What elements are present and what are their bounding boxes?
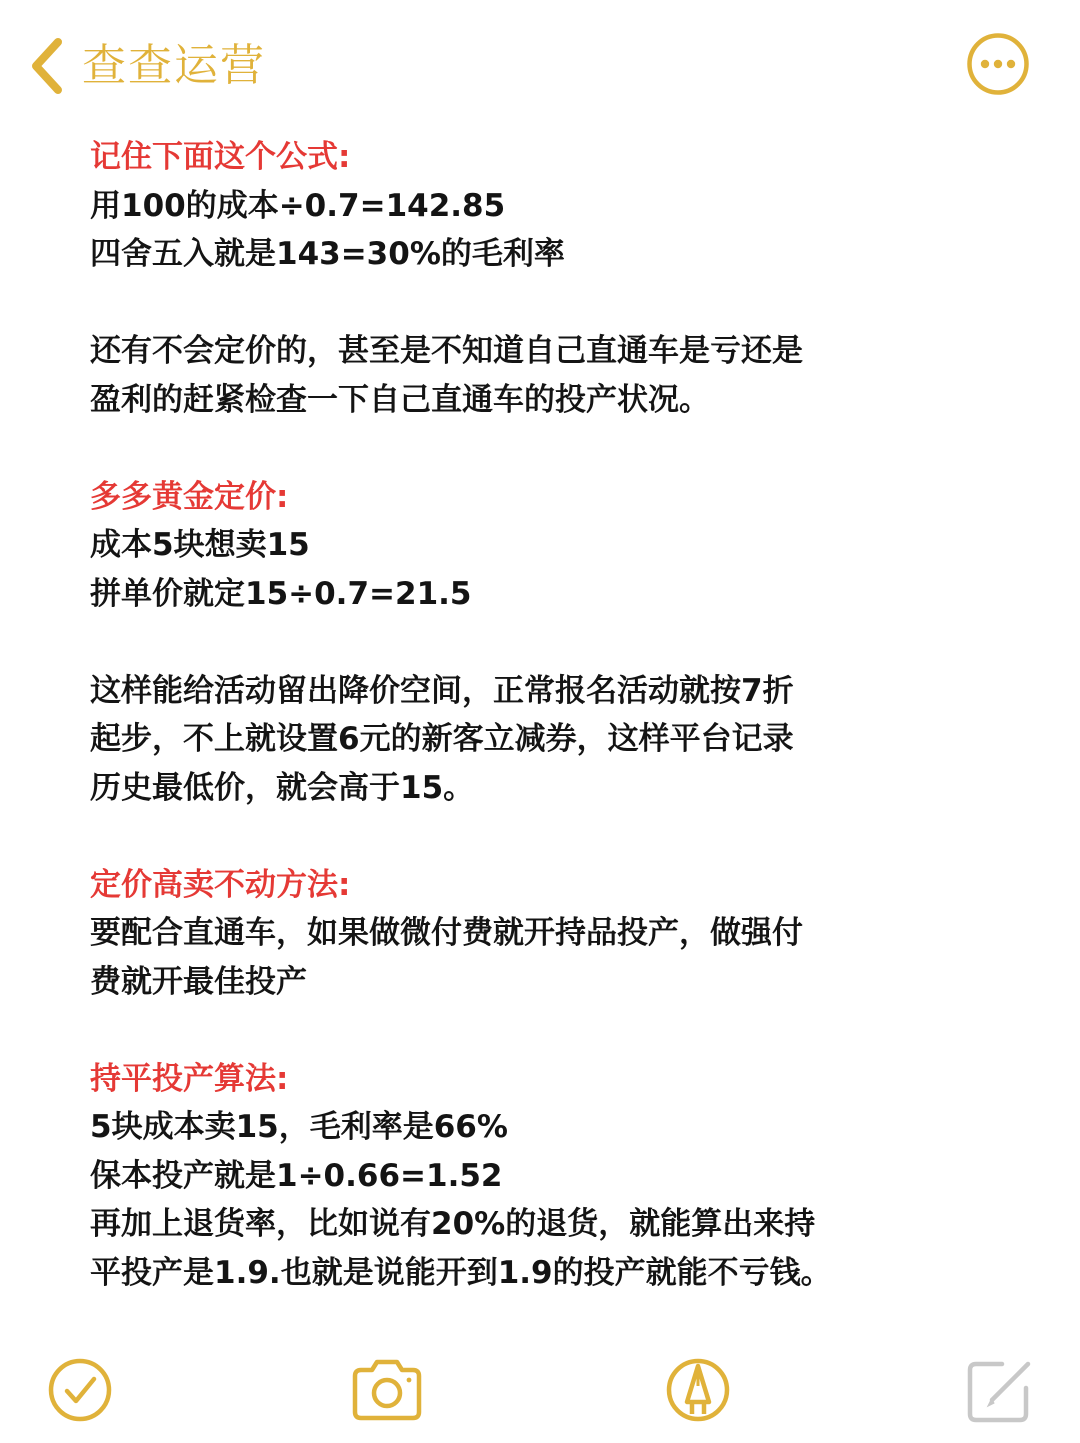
bottom-toolbar	[0, 1340, 1080, 1440]
section-heading: 定价高卖不动方法:	[90, 866, 351, 903]
checklist-button[interactable]	[42, 1352, 118, 1428]
section-heading: 持平投产算法:	[90, 1060, 289, 1097]
note-line: 成本5块想卖15	[90, 527, 310, 563]
note-line: 保本投产就是1÷0.66=1.52	[90, 1157, 503, 1194]
markup-button[interactable]	[660, 1352, 736, 1428]
note-line: 费就开最佳投产	[90, 963, 307, 1000]
note-line: 起步，不上就设置6元的新客立减券，这样平台记录	[90, 721, 794, 757]
nav-bar	[0, 0, 1080, 130]
more-button[interactable]	[966, 32, 1030, 96]
note-line: 历史最低价，就会高于15。	[90, 769, 475, 806]
note-line: 还有不会定价的，甚至是不知道自己直通车是亏还是	[90, 333, 803, 369]
note-line: 要配合直通车，如果做微付费就开持品投产，做强付	[90, 915, 803, 951]
back-button[interactable]	[28, 34, 266, 98]
note-line: 这样能给活动留出降价空间，正常报名活动就按7折	[90, 672, 794, 709]
note-line: 盈利的赶紧检查一下自己直通车的投产状况。	[90, 381, 710, 418]
back-label: 查查运营	[82, 40, 266, 91]
note-body[interactable]	[90, 133, 850, 1297]
blank-line	[90, 424, 850, 473]
blank-line	[90, 812, 850, 861]
section-heading: 记住下面这个公式:	[90, 139, 351, 175]
note-line: 平投产是1.9.也就是说能开到1.9的投产就能不亏钱。	[90, 1254, 832, 1291]
blank-line	[90, 618, 850, 667]
compose-icon	[962, 1352, 1038, 1428]
note-line: 拼单价就定15÷0.7=21.5	[90, 575, 472, 612]
note-line: 用100的成本÷0.7=142.85	[90, 187, 506, 224]
note-line: 再加上退货率，比如说有20%的退货，就能算出来持	[90, 1206, 816, 1242]
compose-button[interactable]	[962, 1352, 1038, 1428]
chevron-left-icon	[28, 36, 68, 96]
camera-button[interactable]	[349, 1352, 425, 1428]
note-line: 5块成本卖15，毛利率是66%	[90, 1109, 508, 1145]
camera-icon	[349, 1352, 425, 1428]
checkmark-circle-icon	[42, 1352, 118, 1428]
section-heading: 多多黄金定价:	[90, 478, 289, 515]
more-dots-icon	[966, 81, 1030, 100]
blank-line	[90, 1006, 850, 1055]
blank-line	[90, 279, 850, 328]
note-line: 四舍五入就是143=30%的毛利率	[90, 236, 565, 272]
pen-tip-circle-icon	[660, 1352, 736, 1428]
